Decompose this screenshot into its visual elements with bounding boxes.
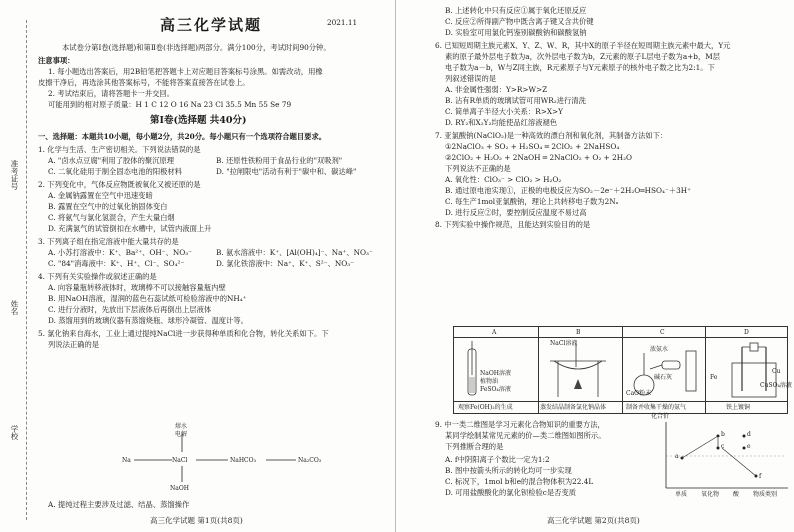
left-line: C. 进行分液时，先放出下层液体后再倒出上层液体 [48,305,212,314]
scheme-nahco3: NaHCO₃ [230,457,256,464]
table-header-c: C [660,329,665,336]
right-line: 7. 亚氯酸钠(NaClO₂)是一种高效的漂白剂和氧化剂，其制备方法如下： [435,131,668,140]
right-line: B. 图中按箭头所示的转化均可一步实现 [445,466,572,475]
caption-c: 制备并收集干燥的氨气 [626,404,687,411]
experiment-table [453,326,792,414]
right-line: 素的原子最外层电子数为a，次外层电子数为b，Z元素的原子L层电子数为a+b，M层 [445,52,721,61]
left-line: A. "卤水点豆腐"利用了胶体的聚沉原理 [48,156,175,165]
binding-line [26,20,27,520]
left-line: 一、选择题：本题共10小题，每小题2分，共20分。每小题只有一个选项符合题目要求。 [38,132,327,141]
left-line: 5. 氯化钠来自海水，工业上通过提纯NaCl进一步获得种单质和化合物，转化关系如下。下 [38,329,329,338]
right-line: 9. 中一类二维图是学习元素化合物知识的重要方法， [435,420,605,429]
right-line: 某同学绘制某常见元素的价—类二维图如图所示。 [445,431,606,440]
right-line: ①2NaClO₃ + SO₂ + H₂SO₄ ═ 2ClO₂ + 2NaHSO₄ [445,142,620,151]
left-line: B. 用NaOH溶液，湿润的蓝色石蕊试纸可检验溶液中的NH₄⁺ [48,294,247,303]
left-line: A. 提纯过程主要涉及过滤、结晶、蒸馏操作 [48,500,190,509]
left-line: 注意事项： [38,56,75,65]
left-line: A. 向容量瓶转移液体时，玻璃棒不可以接触容量瓶内壁 [48,283,226,292]
left-line: 1. 每小题选出答案后，用2B铅笔把答题卡上对应题目答案标号涂黑。如需改动，用橡 [48,67,323,76]
page-right [397,0,794,532]
graph-xlabel-acid: 酸 [733,491,740,498]
right-line: D. 可用盐酸酸化的氯化钡检验c是否变质 [445,488,577,497]
left-line: C. "84"消毒液中：K⁺、H⁺、Cl⁻、SO₄²⁻ [48,259,185,268]
label-cao: CaO粉末 [626,390,652,397]
right-line: A. f中阴阳离子个数比一定为1:2 [445,455,550,464]
side-label-exam-number: 准考证号 [10,160,19,190]
left-line: C. 将氨气与氯化氢混合，产生大量白烟 [48,213,175,222]
left-line: 4. 下列有关实验操作或叙述正确的是 [38,272,157,281]
right-line: C. 标况下，1mol b和e的混合物体积为22.4L [445,477,594,486]
right-line: C. 简单离子半径大小关系：R>X>Y [445,107,563,116]
table-header-a: A [492,329,497,336]
footer-left: 高三化学试题 第1页(共8页) [150,516,243,525]
left-line: B. 露置在空气中的过氧化钠固体变白 [48,202,168,211]
left-line: 可能用到的相对原子质量：H 1 C 12 O 16 Na 23 Cl 35.5 Mn 55 Se 79 [48,100,292,109]
scheme-na2co3: Na₂CO₃ [298,457,322,464]
right-line: A. 氧化性：ClO₃⁻ > ClO₂ > H₂O₂ [445,175,562,184]
footer-right: 高三化学试题 第2页(共8页) [547,516,640,525]
caption-d: 铁上镀铜 [726,404,751,411]
table-header-row [454,327,787,338]
label-nacl: NaCl溶液 [550,340,578,347]
right-line: 8. 下列实验中操作规范，且能达到实验目的的是 [435,220,591,229]
section-heading: 第Ⅰ卷(选择题 共40分) [150,115,247,126]
right-line: ②2ClO₂ + H₂O₂ + 2NaOH ═ 2NaClO₂ + O₂ + 2H₂O [445,153,632,162]
left-line: 2. 下列变化中，气体反应物既被氧化又被还原的是 [38,180,201,189]
right-line: 下列推断合理的是 [445,442,504,451]
left-line: 1. 化学与生活、生产密切相关。下列说法错误的是 [38,145,201,154]
graph-point-d: d [747,431,751,438]
graph-point-b: b [721,431,725,438]
right-line: D. RY₂和X₂Y₂均能使品红溶液褪色 [445,118,558,127]
graph-xlabel-oxide: 氧化物 [701,491,720,498]
right-line: C. 每生产1mol亚氯酸钠，理论上共转移电子数为2Nₐ [445,197,619,206]
caption-b: 蒸发结晶制备氯化钠晶体 [540,404,607,411]
graph-point-a: a [675,453,679,460]
scheme-na: Na [122,457,131,464]
table-header-b: B [576,329,581,336]
label-oil: 植物油 [480,378,499,385]
right-line: D. 实验室可用氯化钙鉴别碳酸钠和碳酸氢钠 [445,28,587,37]
left-line: A. 小苏打溶液中：K⁺、Ba²⁺、OH⁻、NO₃⁻ [48,248,193,257]
graph-xlabel-class: 物质类别 [753,491,778,498]
right-line: B. 上述转化中只有反应①属于氧化还原反应 [445,6,587,15]
label-soda-lime: 碱石灰 [654,374,673,381]
left-line: A. 金属钠露置在空气中迅速变暗 [48,191,153,200]
left-line: D. 蒸馏用到的玻璃仪器有蒸馏烧瓶、球形冷凝管、温度计等。 [48,316,248,325]
right-line: C. 反应②所得副产物中既含离子键又含共价键 [445,17,594,26]
right-line: 下列说法不正确的是 [445,164,511,173]
left-line: B. 氨水溶液中：K⁺、[Al(OH)₄]⁻、Na⁺、NO₃⁻ [216,248,373,257]
right-line: B. 沾有R单质的玻璃试管可用WR₂进行清洗 [445,96,586,105]
left-line: C. 二氧化硅用于制全固态电池的阳极材料 [48,167,183,176]
graph-xlabel-element: 单质 [675,491,688,498]
scheme-water: 熔水 [175,423,188,430]
scheme-naoh: NaOH [170,485,189,492]
graph-point-c: c [721,443,725,450]
right-line: B. 通过原电池实现①，正极的电极反应为SO₂－2e⁻＋2H₂O═HSO₄⁻＋3H⁺ [445,186,691,195]
left-line: D. 充满氯气的试管倒扣在水槽中，试管内液面上升 [48,224,212,233]
graph-point-f: f [759,473,762,480]
graph-point-e: e [747,443,751,450]
caption-a: 观察Fe(OH)₂的生成 [458,404,513,411]
exam-title: 高三化学试题 [160,16,263,34]
left-line: 本试卷分第Ⅰ卷(选择题)和第Ⅱ卷(非选择题)两部分。满分100分，考试时间90分钟。 [62,43,331,52]
side-label-name: 姓名 [10,300,19,315]
table-header-d: D [744,329,749,336]
left-line: 3. 下列离子组在指定溶液中能大量共存的是 [38,237,179,246]
label-feso4: FeSO₄溶液 [480,386,511,393]
label-fe: Fe [710,374,718,381]
left-line: B. 还原性铁粉用于食品行业的"双吸剂" [216,156,343,165]
scheme-electrolysis: 电解 [175,431,188,438]
right-line: D. 进行反应②时，要控制反应温度不易过高 [445,208,587,217]
scheme-nacl: NaCl [172,457,188,464]
label-cuso4: CuSO₄溶液 [760,382,792,389]
side-label-school: 学校 [10,425,19,440]
graph-ylabel: 化合价 [651,413,670,420]
left-line: D. 氯化铁溶液中：Na⁺、K⁺、S²⁻、NO₃⁻ [216,259,355,268]
label-naoh: NaOH溶液 [480,370,511,377]
label-ammonia: 浓氨水 [650,346,669,353]
page-left [0,0,396,532]
exam-date: 2021.11 [327,18,358,27]
right-line: A. 非金属性强弱：Y>R>W>Z [445,85,548,94]
left-line: 皮擦干净后，再选涂其他答案标号，不能将答案直接答在试卷上。 [38,78,250,87]
label-cu: Cu [772,368,781,375]
right-line: 列叙述错误的是 [445,74,497,83]
left-line: 2. 考试结束后，请将答题卡一并交回。 [48,89,175,98]
right-line: 6. 已知短周期主族元素X、Y、Z、W、R，其中X的原子半径在短周期主族元素中最大，Y元 [435,41,731,50]
left-line: 列说法正确的是 [48,340,100,349]
right-line: 电子数为a－b，W与Z同主族，R元素原子与Y元素原子的核外电子数之比为2:1。下 [445,63,715,72]
left-line: D. "拉闸限电"活动有利于"碳中和、碳达峰" [216,167,357,176]
